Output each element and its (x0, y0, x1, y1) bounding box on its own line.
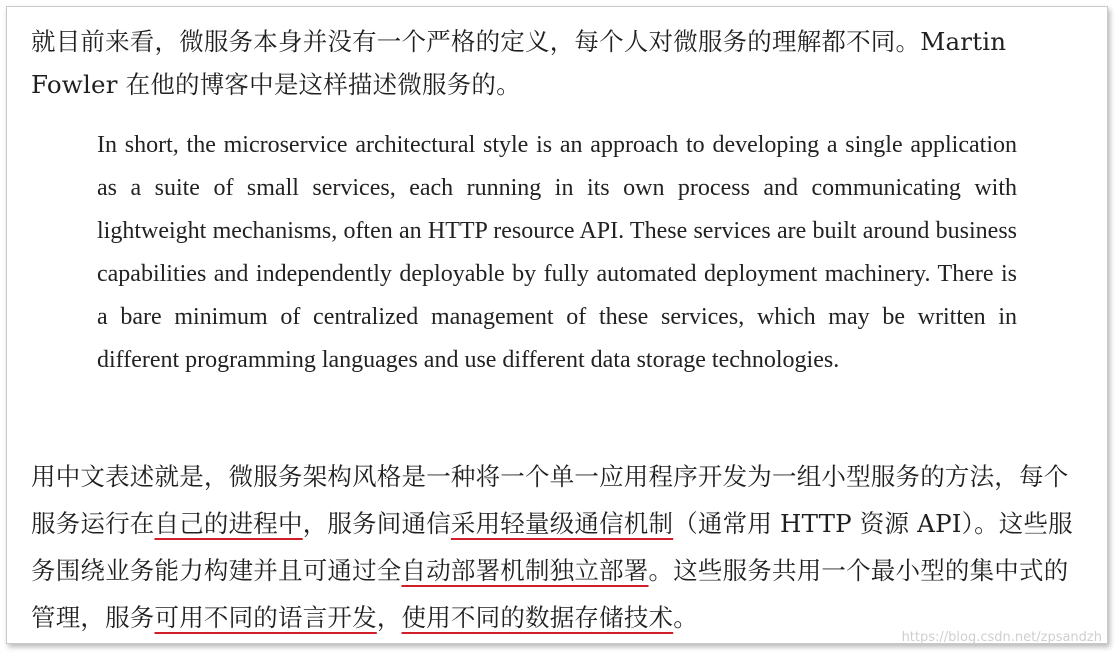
underlined-own-process: 自己的进程中 (154, 509, 303, 538)
summary-text: 用中文表述就是，微服务架构风格是一种将一个单一应用程序开发为一组小型服务的方法，每个服务运行在 (31, 462, 1069, 538)
underlined-different-storage: 使用不同的数据存储技术 (401, 603, 674, 632)
underlined-different-languages: 可用不同的语言开发 (154, 603, 377, 632)
underlined-lightweight-communication: 采用轻量级通信机制 (450, 509, 674, 538)
summary-text: ， (376, 603, 402, 632)
summary-text: 。这些服务共用一个最小型的集中式的管理，服务 (31, 556, 1069, 632)
watermark: https://blog.csdn.net/zpsandzh (901, 630, 1102, 645)
summary-text: （通常用 HTTP 资源 API）。这些服务围绕业务能力构建并且可通过全 (31, 509, 1073, 585)
document-frame (6, 6, 1108, 644)
summary-paragraph (31, 453, 1091, 641)
underlined-automated-deployment: 自动部署机制独立部署 (401, 556, 649, 585)
summary-text: ，服务间通信 (302, 509, 451, 538)
summary-text: 。 (673, 603, 698, 632)
fowler-quote: In short, the microservice architectural style is an approach to developing a single application as a suite of small services, each running in its own process and communicating with lightweight mechanisms, often an HTTP resource API. These services are built around business capabilities and independently deployable by fully automated deployment machinery. There is a bare minimum of centralized management of these services, which may be written in different programming languages and use different data storage technologies. (97, 132, 1017, 373)
intro-paragraph: 就目前来看，微服务本身并没有一个严格的定义，每个人对微服务的理解都不同。Martin Fowler 在他的博客中是这样描述微服务的。 (31, 27, 1007, 99)
